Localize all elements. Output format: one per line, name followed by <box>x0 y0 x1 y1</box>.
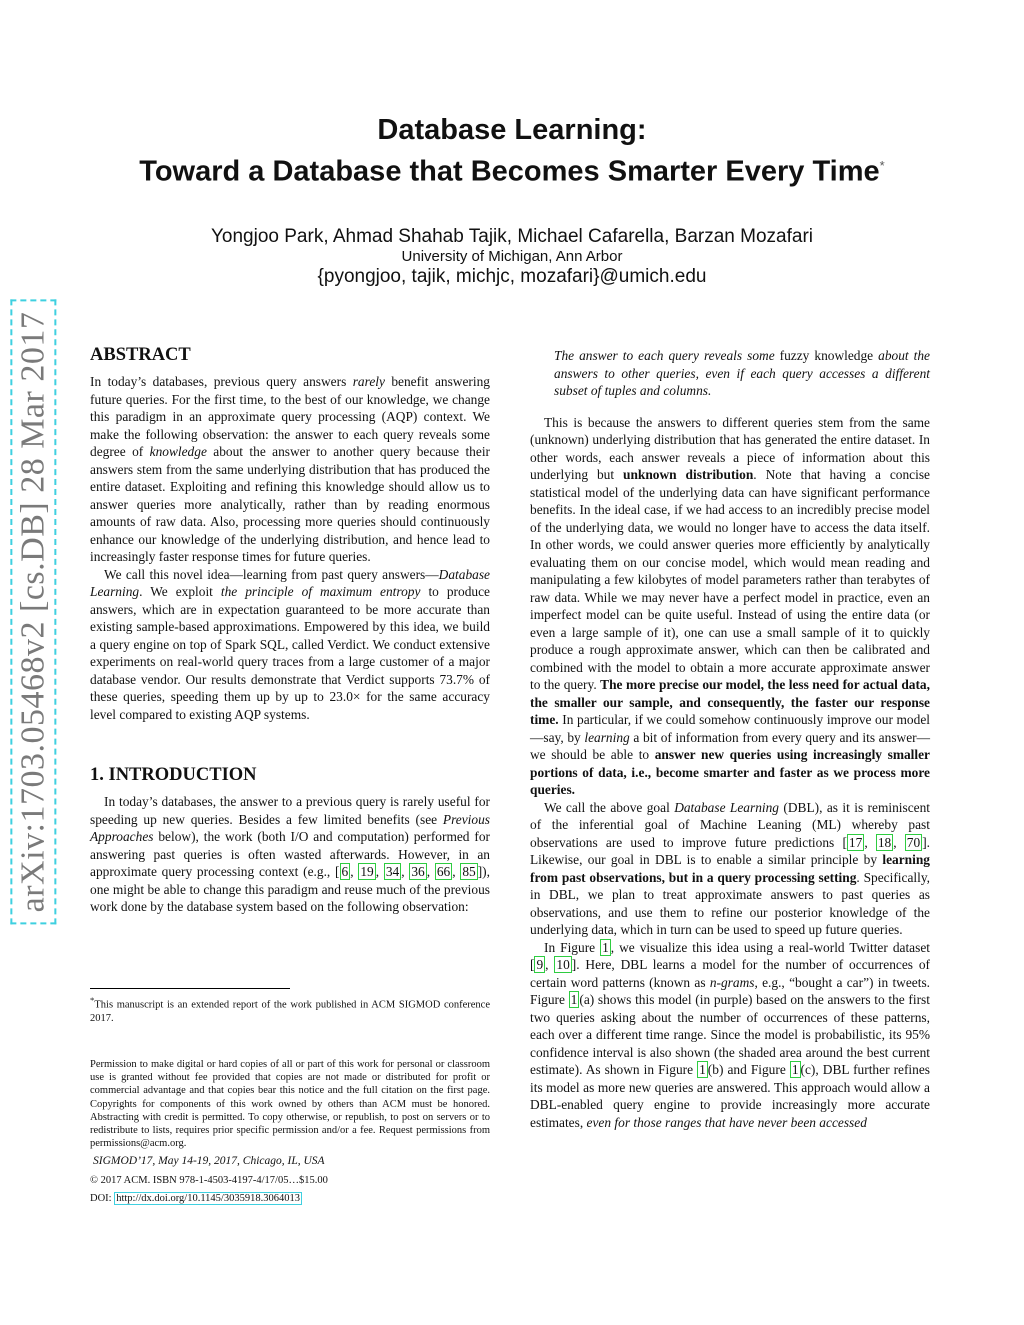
footnote <box>90 994 490 1026</box>
footnote-rule <box>90 988 290 989</box>
observation-quote: The answer to each query reveals some fuzzy knowledge about the answers to other queries, even if each query accesses a different subset of tuples and columns. <box>554 348 930 398</box>
figure-link[interactable]: 1 <box>699 1062 706 1077</box>
conference-line: SIGMOD’17, May 14-19, 2017, Chicago, IL, USA <box>93 1155 325 1167</box>
author-block <box>0 226 1024 289</box>
title-line-1: Database Learning: <box>377 114 647 146</box>
arxiv-stamp <box>12 312 54 912</box>
introduction-paragraph-1: In today’s databases, the answer to a previous query is rarely useful for speeding up new queries. Besides a few limited benefits (see Previous Approaches below), the work (both I/O and computation) performed for answering past queries is often wasted afterwards. However, in an approximate query processing context (e.g., [ 6 , 19 , 34 , 36 , 66 , 85 ]), one might be able to change this paradigm and reuse much of the previous work done by the database system based on the following observation: <box>90 794 490 914</box>
right-column <box>530 347 930 1131</box>
author-emails: {pyongjoo, tajik, michjc, mozafari}@umich.edu <box>317 266 707 287</box>
citation-link[interactable]: 17 <box>848 834 863 850</box>
doi-link[interactable]: http://dx.doi.org/10.1145/3035918.3064013 <box>116 1193 300 1204</box>
title-line-2 <box>0 148 1024 190</box>
author-affiliation: University of Michigan, Ann Arbor <box>401 248 623 265</box>
arxiv-stamp-text: arXiv:1703.05468v2 [cs.DB] 28 Mar 2017 <box>10 300 56 925</box>
figure-link[interactable]: 1 <box>602 939 609 955</box>
doi-line <box>90 1193 302 1204</box>
citation-link[interactable]: 9 <box>536 957 544 972</box>
citation-link[interactable]: 6 <box>341 864 349 879</box>
figure-link[interactable]: 1 <box>570 992 578 1007</box>
footnote-mark: * <box>90 995 95 1005</box>
citation-link[interactable]: 34 <box>385 864 400 879</box>
figure-link[interactable]: 1 <box>791 1062 799 1077</box>
citation-link[interactable]: 85 <box>462 864 476 879</box>
author-names: Yongjoo Park, Ahmad Shahab Tajik, Michael Cafarella, Barzan Mozafari <box>210 226 813 247</box>
right-paragraph-2: We call the above goal Database Learning (DBL), as it is reminiscent of the inferential goal of Machine Leaning (ML) whereby past observations are used to improve future predictions [ 17 , 18 , 70 ]. Likewise, our goal in DBL is to enable a similar principle by learning from past observations, but in a query processing setting. Specifically, in DBL, we plan to treat approximate answers to past queries as observations, and use them to refine our posterior knowledge of the underlying data, which in turn can be used to speed up future queries. <box>530 799 931 937</box>
left-column <box>90 343 490 916</box>
citation-link[interactable]: 36 <box>411 864 425 879</box>
citation-link[interactable]: 18 <box>877 834 892 850</box>
doi-label: DOI: <box>90 1193 115 1204</box>
citation-link[interactable]: 70 <box>906 834 921 850</box>
citation-link[interactable]: 66 <box>436 864 451 879</box>
citation-link[interactable]: 19 <box>360 864 374 879</box>
abstract-heading: ABSTRACT <box>90 345 191 365</box>
right-paragraph-1: This is because the answers to different queries stem from the same (unknown) underlying distribution that has generated the entire dataset. In other words, each answer reveals a piece of information about this underlying but unknown distribution. Note that having a concise statistical model of the underlying data can have significant performance benefits. In the ideal case, if we had access to an incredibly precise model of the underlying data, we would no longer have to access the data itself. In other words, we could answer queries more efficiently by analytically evaluating them on our concise model, which would mean reading and manipulating a few kilobytes of model parameters rather than terabytes of raw data. While we may never have a perfect model in practice, even an imperfect model can be quite useful. Instead of using the entire data (or even a large sample of it), one can use a small sample of it to quickly produce a rough approximate answer, which can then be calibrated and combined with the model to obtain a more accurate approximate answer to the query. The more precise our model, the less need for actual data, the smaller our sample, and consequently, the faster our response time. In particular, if we could somehow continuously improve our model—say, by learning a bit of information from every query and its answer—we should be able to answer new queries using increasingly smaller portions of data, i.e., become smarter and faster as we process more queries. <box>530 414 930 797</box>
title-footnote-mark: * <box>879 158 885 173</box>
citation-link[interactable]: 10 <box>556 957 570 972</box>
abstract-paragraph-1: In today’s databases, previous query answers rarely benefit answering future queries. For the first time, to the best of our knowledge, we change this paradigm in an approximate query processing (AQP) context. We make the following observation: the answer to each query reveals some degree of knowledge about the answer to another query because their answers stem from the same underlying distribution that has produced the entire dataset. Exploiting and refining this knowledge should allow us to answer queries more analytically, rather than by reading enormous amounts of raw data. Also, processing more queries should continuously enhance our knowledge of the underlying distribution, and hence lead to increasingly faster response times for future queries. <box>90 374 490 564</box>
right-paragraph-3: In Figure 1 , we visualize this idea using a real-world Twitter dataset [ 9 , 10 ]. Here, DBL learns a model for the number of occurrences of certain word patterns (known as n-grams, e.g., “bought a car”) in tweets. Figure 1 (a) shows this model (in purple) based on the answers to the first two queries asking about the number of occurrences of these patterns, each over a different time range. Since the model is probabilistic, its 95% confidence interval is also shown (the shaded area around the best current estimate). As shown in Figure 1 (b) and Figure 1 (c), DBL further refines its model as more new queries are answered. This approach would allow a DBL-enabled query engine to provide increasingly more accurate estimates, even for those ranges that have never been accessed <box>530 939 931 1130</box>
copyright-line: © 2017 ACM. ISBN 978-1-4503-4197-4/17/05…$15.00 <box>90 1175 328 1186</box>
introduction-heading: 1. INTRODUCTION <box>90 765 257 785</box>
permission-notice: Permission to make digital or hard copies of all or part of this work for personal or classroom use is granted without fee provided that copies are not made or distributed for profit or commercial advantage and that copies bear this notice and the full citation on the first page. Copyrights for components of this work owned by others than ACM must be honored. Abstracting with credit is permitted. To copy otherwise, or republish, to post on servers or to redistribute to lists, requires prior specific permission and/or a fee. Request permissions from permissions@acm.org. <box>90 1059 490 1150</box>
abstract-paragraph-2: We call this novel idea—learning from past query answers—Database Learning. We exploit the principle of maximum entropy to produce answers, which are in expectation guaranteed to be more accurate than existing sample-based approximations. Empowered by this idea, we build a query engine on top of Spark SQL, called Verdict. We conduct extensive experiments on real-world query traces from a large customer of a major database vendor. Our results demonstrate that Verdict supports 73.7% of these queries, speeding them up by up to 23.0× for the same accuracy level compared to existing AQP systems. <box>90 566 490 722</box>
title-line-2-text: Toward a Database that Becomes Smarter Every Time <box>139 155 880 188</box>
paper-title <box>0 112 1024 190</box>
footnote-text: This manuscript is an extended report of the work published in ACM SIGMOD conference 2017. <box>90 999 490 1024</box>
